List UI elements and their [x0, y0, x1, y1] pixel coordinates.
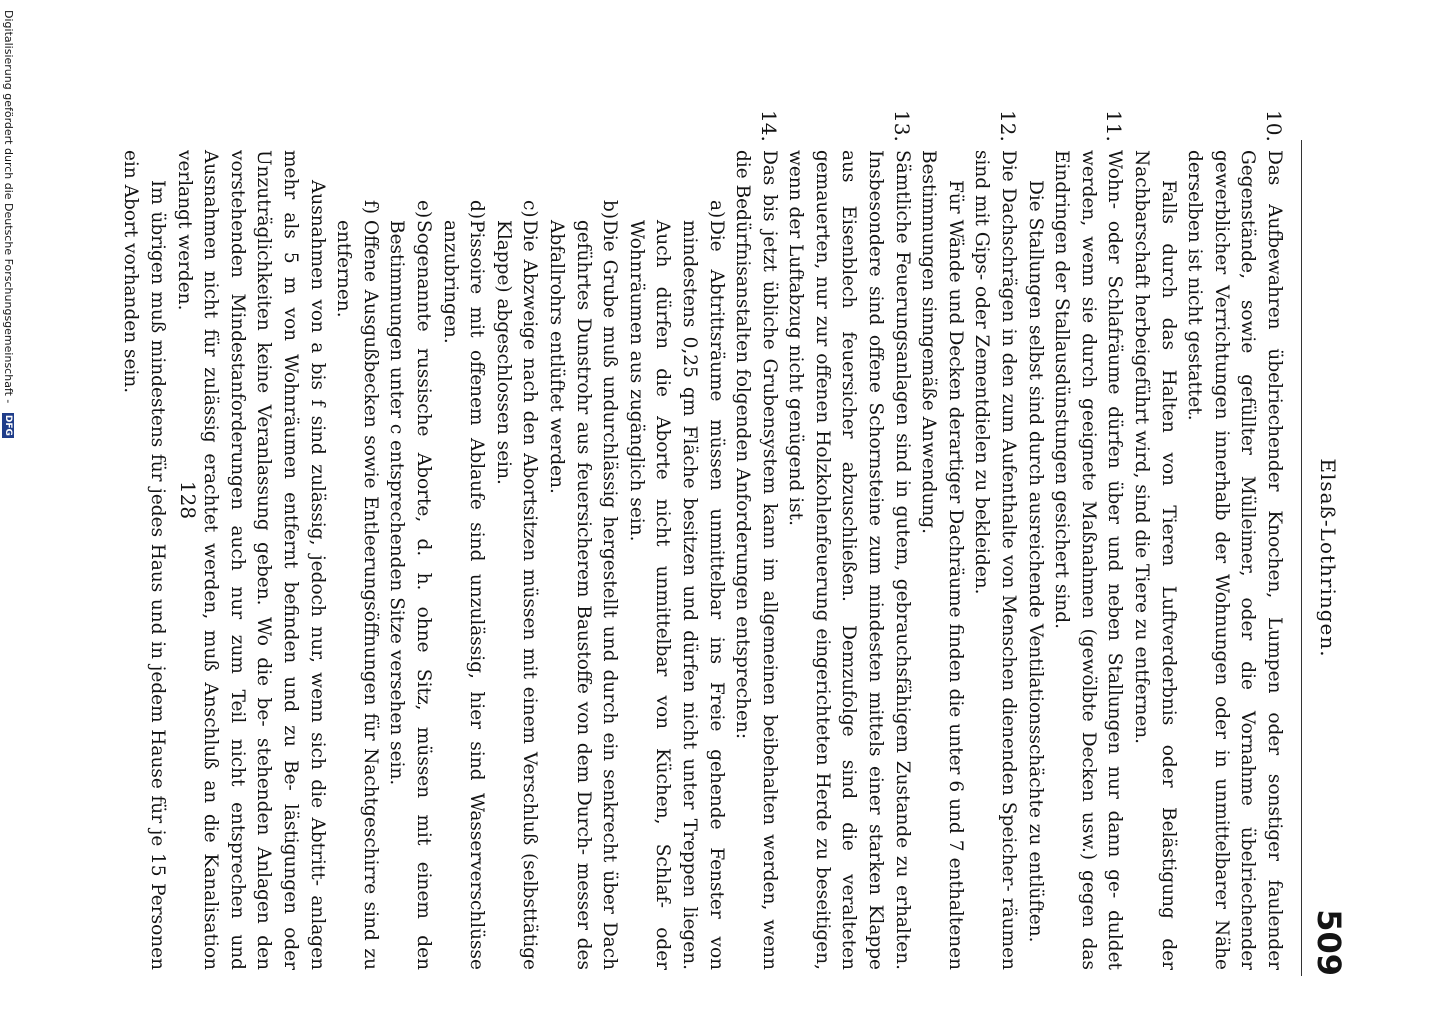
subitem-text: Die Abzweige nach den Abortsitzen müssen mit einem Verschluß (selbsttätige Klappe) abgeschlossen sein.: [492, 220, 541, 970]
paragraph: Falls durch das Halten von Tieren Luftverderbnis oder Belästigung der Nachbarschaft herbeigeführt wird, sind die Tiere zu entfernen.: [1131, 150, 1179, 970]
page-number: 509: [1310, 909, 1348, 976]
header-rule: [1301, 140, 1302, 976]
item-number: 13.: [889, 110, 914, 142]
subitem-a: [622, 150, 728, 970]
item-number: 11.: [1102, 110, 1127, 142]
paragraph: Sämtliche Feuerungsanlagen sind in gutem, gebrauchsfähigem Zustande zu erhalten. Insbesondere sind offene Schornsteine zum mindesten mittels einer starken Klappe aus Eisenblech feuersicher abzuschließen. Demzufolge sind die veralteten gemauerten, nur zur offenen Holzkohlenfeuerung eingerichteten Herde zu beseitigen, wenn der Luftabzug nicht genügend ist.: [785, 150, 913, 970]
paragraph: Die Stallungen selbst sind durch ausreichende Ventilationsschächte zu entlüften.: [1024, 180, 1046, 943]
subitem-c: [489, 150, 542, 970]
page-header: [1302, 140, 1348, 976]
item-13: [782, 110, 915, 970]
running-title: Elsaß-Lothringen.: [1316, 458, 1340, 658]
subitem-text: Sogenannte russische Aborte, d. h. ohne Sitz, müssen mit einem den Bestimmungen unter c entsprechenden Sitze versehen sein.: [386, 220, 434, 970]
subitem-b: [542, 150, 622, 970]
subitem-f: [330, 150, 383, 970]
subitem-label: d): [466, 200, 488, 220]
item-number: 14.: [756, 110, 781, 142]
dfg-logo: DFG: [3, 414, 13, 436]
paragraph: Für Wände und Decken derartiger Dachräume finden die unter 6 und 7 enthaltenen Bestimmungen sinngemäße Anwendung.: [918, 150, 966, 970]
item-11: [1021, 110, 1127, 970]
subitem-text: Die Grube muß undurchlässig hergestellt und durch ein senkrecht über Dach geführtes Dunstrohr aus feuersicherem Baustoffe von dem Durch- messer des Abfallrohrs entlüftet werden.: [545, 220, 621, 970]
subitem-d: [436, 150, 489, 970]
subitem-text: Die Abtrittsräume müssen unmittelbar ins Freie gehende Fenster von mindestens 0,25 qm Fläche besitzen und dürfen nicht unter Treppen liegen. Auch dürfen die Aborte nicht unmittelbar von Küchen, Schlaf- oder Wohnräumen aus zugänglich sein.: [625, 220, 727, 970]
page-body: [117, 110, 1287, 970]
subitem-label: e): [413, 200, 434, 219]
funding-note-text: Digitalisierung gefördert durch die Deutsche Forschungsgemeinschaft -: [2, 10, 15, 404]
paragraph: Im übrigen muß mindestens für jedes Haus und in jedem Hause für je 15 Personen ein Abort vorhanden sein.: [120, 150, 169, 970]
subitem-label: a): [705, 200, 727, 219]
item-number: 12.: [996, 110, 1021, 142]
funding-note: [1, 0, 15, 1010]
subitem-label: c): [519, 200, 541, 218]
item-14: [117, 110, 782, 970]
footer-page-number: 128: [176, 480, 200, 520]
paragraph: Das bis jetzt übliche Grubensystem kann im allgemeinen beibehalten werden, wenn die Bedürfnisanstalten folgenden Anforderungen entsprechen:: [732, 150, 780, 970]
subitem-text: Pissoire mit offenem Ablaufe sind unzulässig, hier sind Wasserverschlüsse anzubringen.: [439, 220, 488, 970]
paragraph: Das Aufbewahren übelriechender Knochen, Lumpen oder sonstiger faulender Gegenstände, sowie gefüllter Mülleimer, oder die Vornahme übelriechender gewerblicher Verrichtungen innerhalb der Wohnungen oder in unmittelbarer Nähe derselben ist nicht gestattet.: [1184, 150, 1285, 970]
subitem-e: [383, 150, 436, 970]
item-10: [1127, 110, 1287, 970]
subitem-label: b): [599, 200, 621, 220]
subitem-label: f): [359, 200, 381, 215]
paragraph: Wohn- oder Schlafräume dürfen über und neben Stallungen nur dann ge- duldet werden, wenn sie durch geeignete Maßnahmen (gewölbte Decken usw.) gegen das Eindringen der Stallausdünstungen gesichert sind.: [1051, 150, 1126, 970]
item-12: [915, 110, 1021, 970]
item-number: 10.: [1262, 110, 1286, 142]
paragraph: Ausnahmen von a bis f sind zulässig, jedoch nur, wenn sich die Abtritt- anlagen mehr als 5 m von Wohnräumen entfernt befinden und zu Be- lästigungen oder Unzuträglichkeiten keine Veranlassung geben. Wo die be- stehenden Anlagen den vorstehenden Mindestanforderungen auch nur zum Teil nicht entsprechen und Ausnahmen nicht für zulässig erachtet werden, muß Anschluß an die Kanalisation verlangt werden.: [173, 150, 328, 970]
paragraph: Die Dachschrägen in den zum Aufenthalte von Menschen dienenden Speicher- räumen sind mit Gips- oder Zementdielen zu bekleiden.: [971, 150, 1020, 970]
subitem-text: Offene Ausgußbecken sowie Entleerungsöffnungen für Nachtgeschirre sind zu entfernen.: [333, 220, 381, 970]
